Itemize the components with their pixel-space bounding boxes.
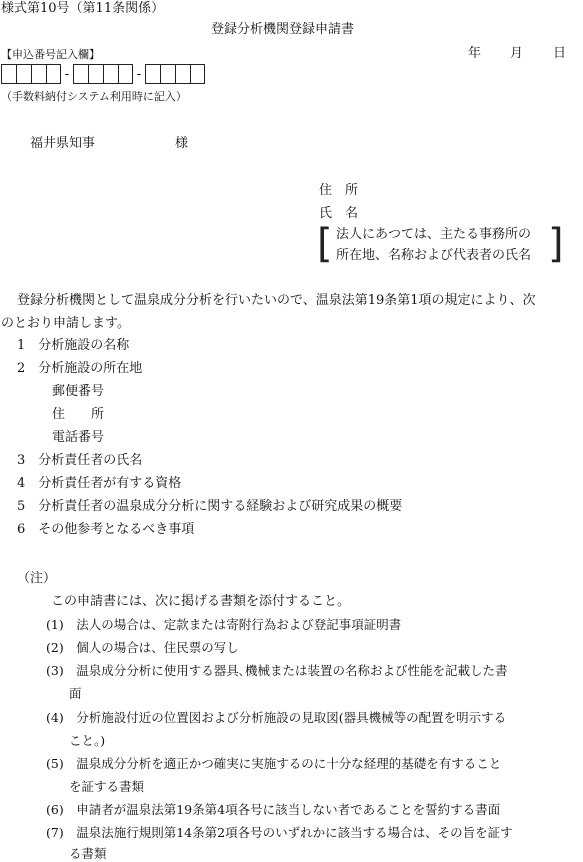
note-3-line-2: 面 — [69, 686, 82, 701]
notes-heading: （注） — [17, 571, 57, 586]
note-5-line-2: を証する書類 — [69, 779, 145, 794]
digit-box[interactable] — [46, 64, 61, 84]
applicant-name-label: 氏 名 — [319, 206, 359, 221]
application-number-group-1[interactable] — [1, 64, 61, 84]
right-brace: ] — [548, 221, 564, 267]
note-1: (1) 法人の場合は、定款または寄附行為および登記事項証明書 — [46, 617, 402, 632]
digit-box[interactable] — [88, 64, 103, 84]
note-7-line-1: (7) 温泉法施行規則第14条第2項各号のいずれかに該当する場合は、その旨を証す — [46, 825, 513, 840]
note-3-line-1: (3) 温泉成分分析に使用する器具､機械または装置の名称および性能を記載した書 — [46, 663, 508, 678]
item-2-phone: 電話番号 — [52, 430, 105, 445]
date-year: 年 — [468, 46, 482, 61]
note-2: (2) 個人の場合は、住民票の写し — [46, 640, 239, 655]
note-6: (6) 申請者が温泉法第19条第4項各号に該当しない者であることを誓約する書面 — [46, 802, 501, 817]
digit-box[interactable] — [1, 64, 16, 84]
applicant-address-label: 住 所 — [319, 183, 359, 198]
addressee-name: 福井県知事 — [30, 136, 96, 151]
item-5: 5 分析責任者の温泉成分分析に関する経験および研究成果の概要 — [17, 499, 403, 514]
form-number: 様式第10号（第11条関係） — [1, 1, 165, 16]
date-month: 月 — [510, 46, 524, 61]
document-title: 登録分析機関登録申請書 — [211, 22, 355, 37]
digit-box[interactable] — [31, 64, 46, 84]
application-number-field[interactable] — [1, 64, 205, 84]
item-2: 2 分析施設の所在地 — [17, 361, 143, 376]
item-4: 4 分析責任者が有する資格 — [17, 476, 182, 491]
left-brace: [ — [317, 221, 333, 267]
item-2-address: 住 所 — [52, 407, 105, 422]
intro-line-2: のとおり申請します。 — [1, 316, 130, 331]
application-number-group-3[interactable] — [145, 64, 205, 84]
note-4-line-2: こと。) — [69, 733, 106, 748]
date-day: 日 — [553, 46, 567, 61]
notes-lead: この申請書には、次に掲げる書類を添付すること。 — [51, 594, 351, 609]
application-number-label: 【申込番号記入欄】 — [1, 48, 100, 61]
digit-box[interactable] — [190, 64, 205, 84]
digit-box[interactable] — [160, 64, 175, 84]
separator-dash: - — [64, 66, 70, 82]
item-3: 3 分析責任者の氏名 — [17, 453, 143, 468]
digit-box[interactable] — [145, 64, 160, 84]
addressee-honorific: 様 — [175, 136, 189, 151]
application-number-note: （手数料納付システム利用時に記入） — [1, 90, 187, 103]
separator-dash: - — [136, 66, 142, 82]
note-4-line-1: (4) 分析施設付近の位置図および分析施設の見取図(器具機械等の配置を明示する — [46, 710, 507, 725]
item-2-postal-code: 郵便番号 — [52, 384, 105, 399]
digit-box[interactable] — [73, 64, 88, 84]
note-5-line-1: (5) 温泉成分分析を適正かつ確実に実施するのに十分な経理的基礎を有すること — [46, 756, 502, 771]
application-number-group-2[interactable] — [73, 64, 133, 84]
digit-box[interactable] — [118, 64, 133, 84]
item-6: 6 その他参考となるべき事項 — [17, 522, 195, 537]
digit-box[interactable] — [16, 64, 31, 84]
corporate-note-line-2: 所在地、名称および代表者の氏名 — [336, 248, 532, 263]
corporate-note-line-1: 法人にあつては、主たる事務所の — [336, 227, 532, 242]
intro-line-1: 登録分析機関として温泉成分分析を行いたいので、温泉法第19条第1項の規定により、次 — [17, 293, 536, 308]
digit-box[interactable] — [103, 64, 118, 84]
note-7-line-2: る書類 — [69, 846, 107, 861]
digit-box[interactable] — [175, 64, 190, 84]
item-1: 1 分析施設の名称 — [17, 338, 130, 353]
